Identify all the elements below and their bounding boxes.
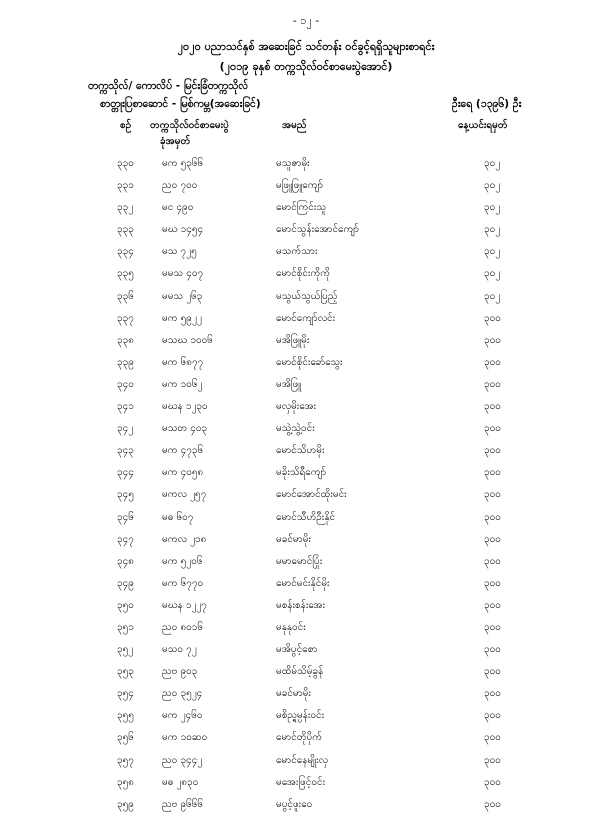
student-name: မောင်စိုင်းကိုကို [276,268,331,280]
score: ၃၀၀ [484,378,501,390]
row-number: ၃၃၇ [117,312,134,324]
page-number: - ၁၂ - [292,14,320,27]
student-name: မခင်မာမိုး [276,533,311,545]
student-name: မအေးဖြင့်ဝင်း [276,776,326,788]
table-row [0,753,612,775]
student-name: မအိပွင့်စော [276,644,318,656]
roll-number: မဓ ၆၀၇ [162,511,194,523]
roll-number: မဓ ၂၈၃၀ [162,776,199,788]
student-name: မောင်ကျော်လင်း [276,312,336,324]
document-subtitle: (၂၀၁၉ ခုနှစ် တက္ကသိုလ်ဝင်စာမေးပွဲအောင်) [219,60,393,73]
row-number: ၃၅၈ [117,776,134,788]
score: ၃၀၀ [484,732,501,744]
student-name: မောင်ကြင်းသူ [276,202,327,214]
roll-number: မကလ ၂၅၇ [162,489,207,501]
score: ၃၀၂ [484,224,501,236]
table-row [0,355,612,377]
table-row [0,554,612,576]
table-row [0,311,612,333]
roll-number: မသဝ ၇၂ [162,644,197,656]
exam-center-line: စာတ္တုးပြစာဆောင် - မြစ်ကမ္ဘ(အဆေးခြင်) [100,98,261,110]
row-number: ၃၅၀ [117,599,134,611]
score: ၃၀၂ [484,246,501,258]
row-number: ၃၄၅ [117,489,134,501]
student-name: မထိမ်သိမ့်ခွန် [276,666,324,678]
score: ၃၀၀ [484,511,501,523]
student-name: မောင်စိုင်းခော်သွေး [276,356,343,368]
row-number: ၃၄၆ [117,511,134,523]
column-header-score: နေ့ယင်းရမှတ် [458,120,508,131]
score: ၃၀၀ [484,621,501,633]
row-number: ၃၃၈ [117,334,134,346]
table-row [0,200,612,222]
score: ၃၀၀ [484,423,501,435]
row-number: ၃၄၁ [117,401,134,413]
roll-number: မက ၂၄၆၀ [162,710,203,722]
row-number: ၃၄၀ [117,378,134,390]
row-number: ၃၃၉ [117,356,134,368]
row-number: ၃၅၁ [117,621,134,633]
row-number: ၃၃၀ [117,158,134,169]
score: ၃၀၀ [484,533,501,545]
table-row [0,289,612,311]
table-row [0,178,612,200]
student-name: မလှမိုးအေး [276,401,317,413]
table-row [0,266,612,288]
roll-number: မက ၆၇၇၀ [162,577,204,589]
roll-number: မင ၄၉၀ [162,202,194,214]
table-row [0,443,612,465]
row-number: ၃၃၅ [117,268,134,280]
student-name: မောင်သိဟမိုး [276,445,325,457]
student-name: မစန်းစန်းအေး [276,599,326,611]
column-header-roll-line2: ခုံအမှတ် [160,136,191,147]
total-count: ဦးရေ (၁၃၉၆) ဦး [452,98,522,110]
score: ၃၀၀ [484,467,501,479]
score: ၃၀၂ [484,268,501,280]
student-name: မသက်သား [276,246,318,258]
table-row [0,730,612,752]
student-name: မောင်မင်းနိုင်မိုး [276,577,330,589]
table-row [0,487,612,509]
roll-number: မက ၄၀၅၈ [162,467,204,479]
roll-number: မမသ ၄၀၇ [162,268,204,280]
roll-number: မသတ ၄၀၃ [162,423,208,435]
row-number: ၃၃၄ [117,246,134,258]
table-row [0,775,612,797]
row-number: ၃၄၈ [117,555,134,567]
score: ၃၀၀ [484,555,501,567]
student-name: မောင်သီဟိဉီးနိုင် [276,511,336,523]
score: ၃၀၀ [484,599,501,611]
student-name: မခင်မာမိုး [276,688,311,700]
score: ၃၀၀ [484,577,501,589]
table-row [0,708,612,730]
results-list [0,156,612,819]
table-row [0,510,612,532]
roll-number: မကလ ၂၁၈ [162,533,207,545]
table-row [0,156,612,178]
score: ၃၀၀ [484,688,501,700]
roll-number: မသဃ ၁၀၀၆ [162,334,213,346]
roll-number: မက ၅၂၀၆ [162,555,203,567]
roll-number: မက ၁၀ဆ၀ [162,732,208,744]
score: ၃၀၂ [484,290,501,302]
row-number: ၃၃၆ [117,290,134,302]
student-name: မအိဖြူ [276,378,302,390]
student-name: မဖြူဖြူကျော် [276,180,324,192]
roll-number: မဃန ၁၂၂၇ [162,599,207,611]
student-name: မောင်တိုပိုက် [276,732,323,744]
student-name: မနုနုဝင်း [276,621,306,633]
roll-number: ညဗ ၉၆၆၆ [162,798,204,810]
roll-number: ညဝ ၇၀၀ [162,180,198,192]
score: ၃၀၀ [484,489,501,501]
score: ၃၀၀ [484,445,501,457]
table-row [0,377,612,399]
student-name: မအိဖြူမိုး [276,334,310,346]
roll-number: ညဝ ၃၄၄၂ [162,754,203,766]
score: ၃၀၀ [484,710,501,722]
column-header-roll: တက္ကသိုလ်ဝင်စာမေးပွဲ [150,120,229,131]
student-name: မသူဇာမိုး [276,158,310,169]
student-name: မခိုးသိရီကျော် [276,467,327,479]
table-row [0,222,612,244]
roll-number: မဃန ၁၂၃၀ [162,401,208,413]
row-number: ၃၅၂ [117,644,134,656]
table-row [0,642,612,664]
row-number: ၃၄၄ [117,467,134,479]
row-number: ၃၃၃ [117,224,134,236]
score: ၃၀၀ [484,644,501,656]
row-number: ၃၃၁ [117,180,134,192]
table-row [0,620,612,642]
table-row [0,598,612,620]
document-title: ၂၀၂၀ ပညာသင်နှစ် အဆေးခြင် သင်တန်း ဝင်ခွင့်ရရှိသူများစာရင်း [177,40,435,53]
student-name: မပွင့်ဖူးဝေ [276,798,313,810]
row-number: ၃၄၂ [117,423,134,435]
student-name: မသွယ်သွယ်ပြည့် [276,290,338,302]
table-row [0,797,612,819]
row-number: ၃၅၉ [117,798,134,810]
university-line: တက္ကသိုလ်/ ကောလိပ် - မြင်းခြံတက္ကသိုလ် [88,80,249,92]
row-number: ၃၅၇ [117,754,134,766]
row-number: ၃၅၃ [117,666,134,678]
score: ၃၀၀ [484,776,501,788]
row-number: ၃၄၉ [117,577,134,589]
table-row [0,399,612,421]
roll-number: မဃ ၁၄၅၄ [162,224,204,236]
row-number: ၃၅၆ [117,732,134,744]
score: ၃၀၀ [484,798,501,810]
score: ၃၀၀ [484,356,501,368]
roll-number: မမသ ၂၆၃ [162,290,203,302]
student-name: မစိည္ရမ္ပန်းဝင်း [276,710,325,722]
table-row [0,465,612,487]
roll-number: မသ ၇၂၅ [162,246,197,258]
row-number: ၃၅၄ [117,688,134,700]
table-row [0,576,612,598]
row-number: ၃၄၇ [117,533,134,545]
roll-number: ညဗ ၉၀၃ [162,666,198,678]
roll-number: မက ၄၇၃၆ [162,445,204,457]
score: ၃၀၀ [484,312,501,324]
roll-number: မက ၁၀၆၂ [162,378,203,390]
table-row [0,421,612,443]
student-name: မောင်အောင်ထိုးမင်း [276,489,347,501]
score: ၃၀၀ [484,334,501,346]
score: ၃၀၂ [484,180,501,192]
roll-number: မက ၅၃၆၆ [162,158,204,169]
row-number: ၃၄၃ [117,445,134,457]
column-header-name: အမည် [282,120,307,131]
table-row [0,333,612,355]
row-number: ၃၅၅ [117,710,134,722]
roll-number: ညဝ ၃၅၂၄ [162,688,203,700]
row-number: ၃၃၂ [117,202,134,214]
student-name: မောင်နေမျိုးလှ [276,754,329,766]
score: ၃၀၀ [484,754,501,766]
score: ၃၀၀ [484,666,501,678]
roll-number: ညဝ ၈၀၁၆ [162,621,204,633]
table-row [0,686,612,708]
student-name: မောင်သွန်းအောင်ကျော် [276,224,359,236]
roll-number: မက ၅၉၂၂ [162,312,202,324]
score: ၃၀၂ [484,202,501,214]
score: ၃၀၀ [484,401,501,413]
table-row [0,244,612,266]
table-row [0,664,612,686]
student-name: မသွဲ့သွဲ့ဝင်း [276,423,315,435]
student-name: မမာမောင်ပြုံး [276,555,323,567]
score: ၃၀၂ [484,158,501,169]
column-header-no: စဉ် [120,120,132,131]
table-row [0,532,612,554]
roll-number: မက ၆၈၇၇ [162,356,204,368]
